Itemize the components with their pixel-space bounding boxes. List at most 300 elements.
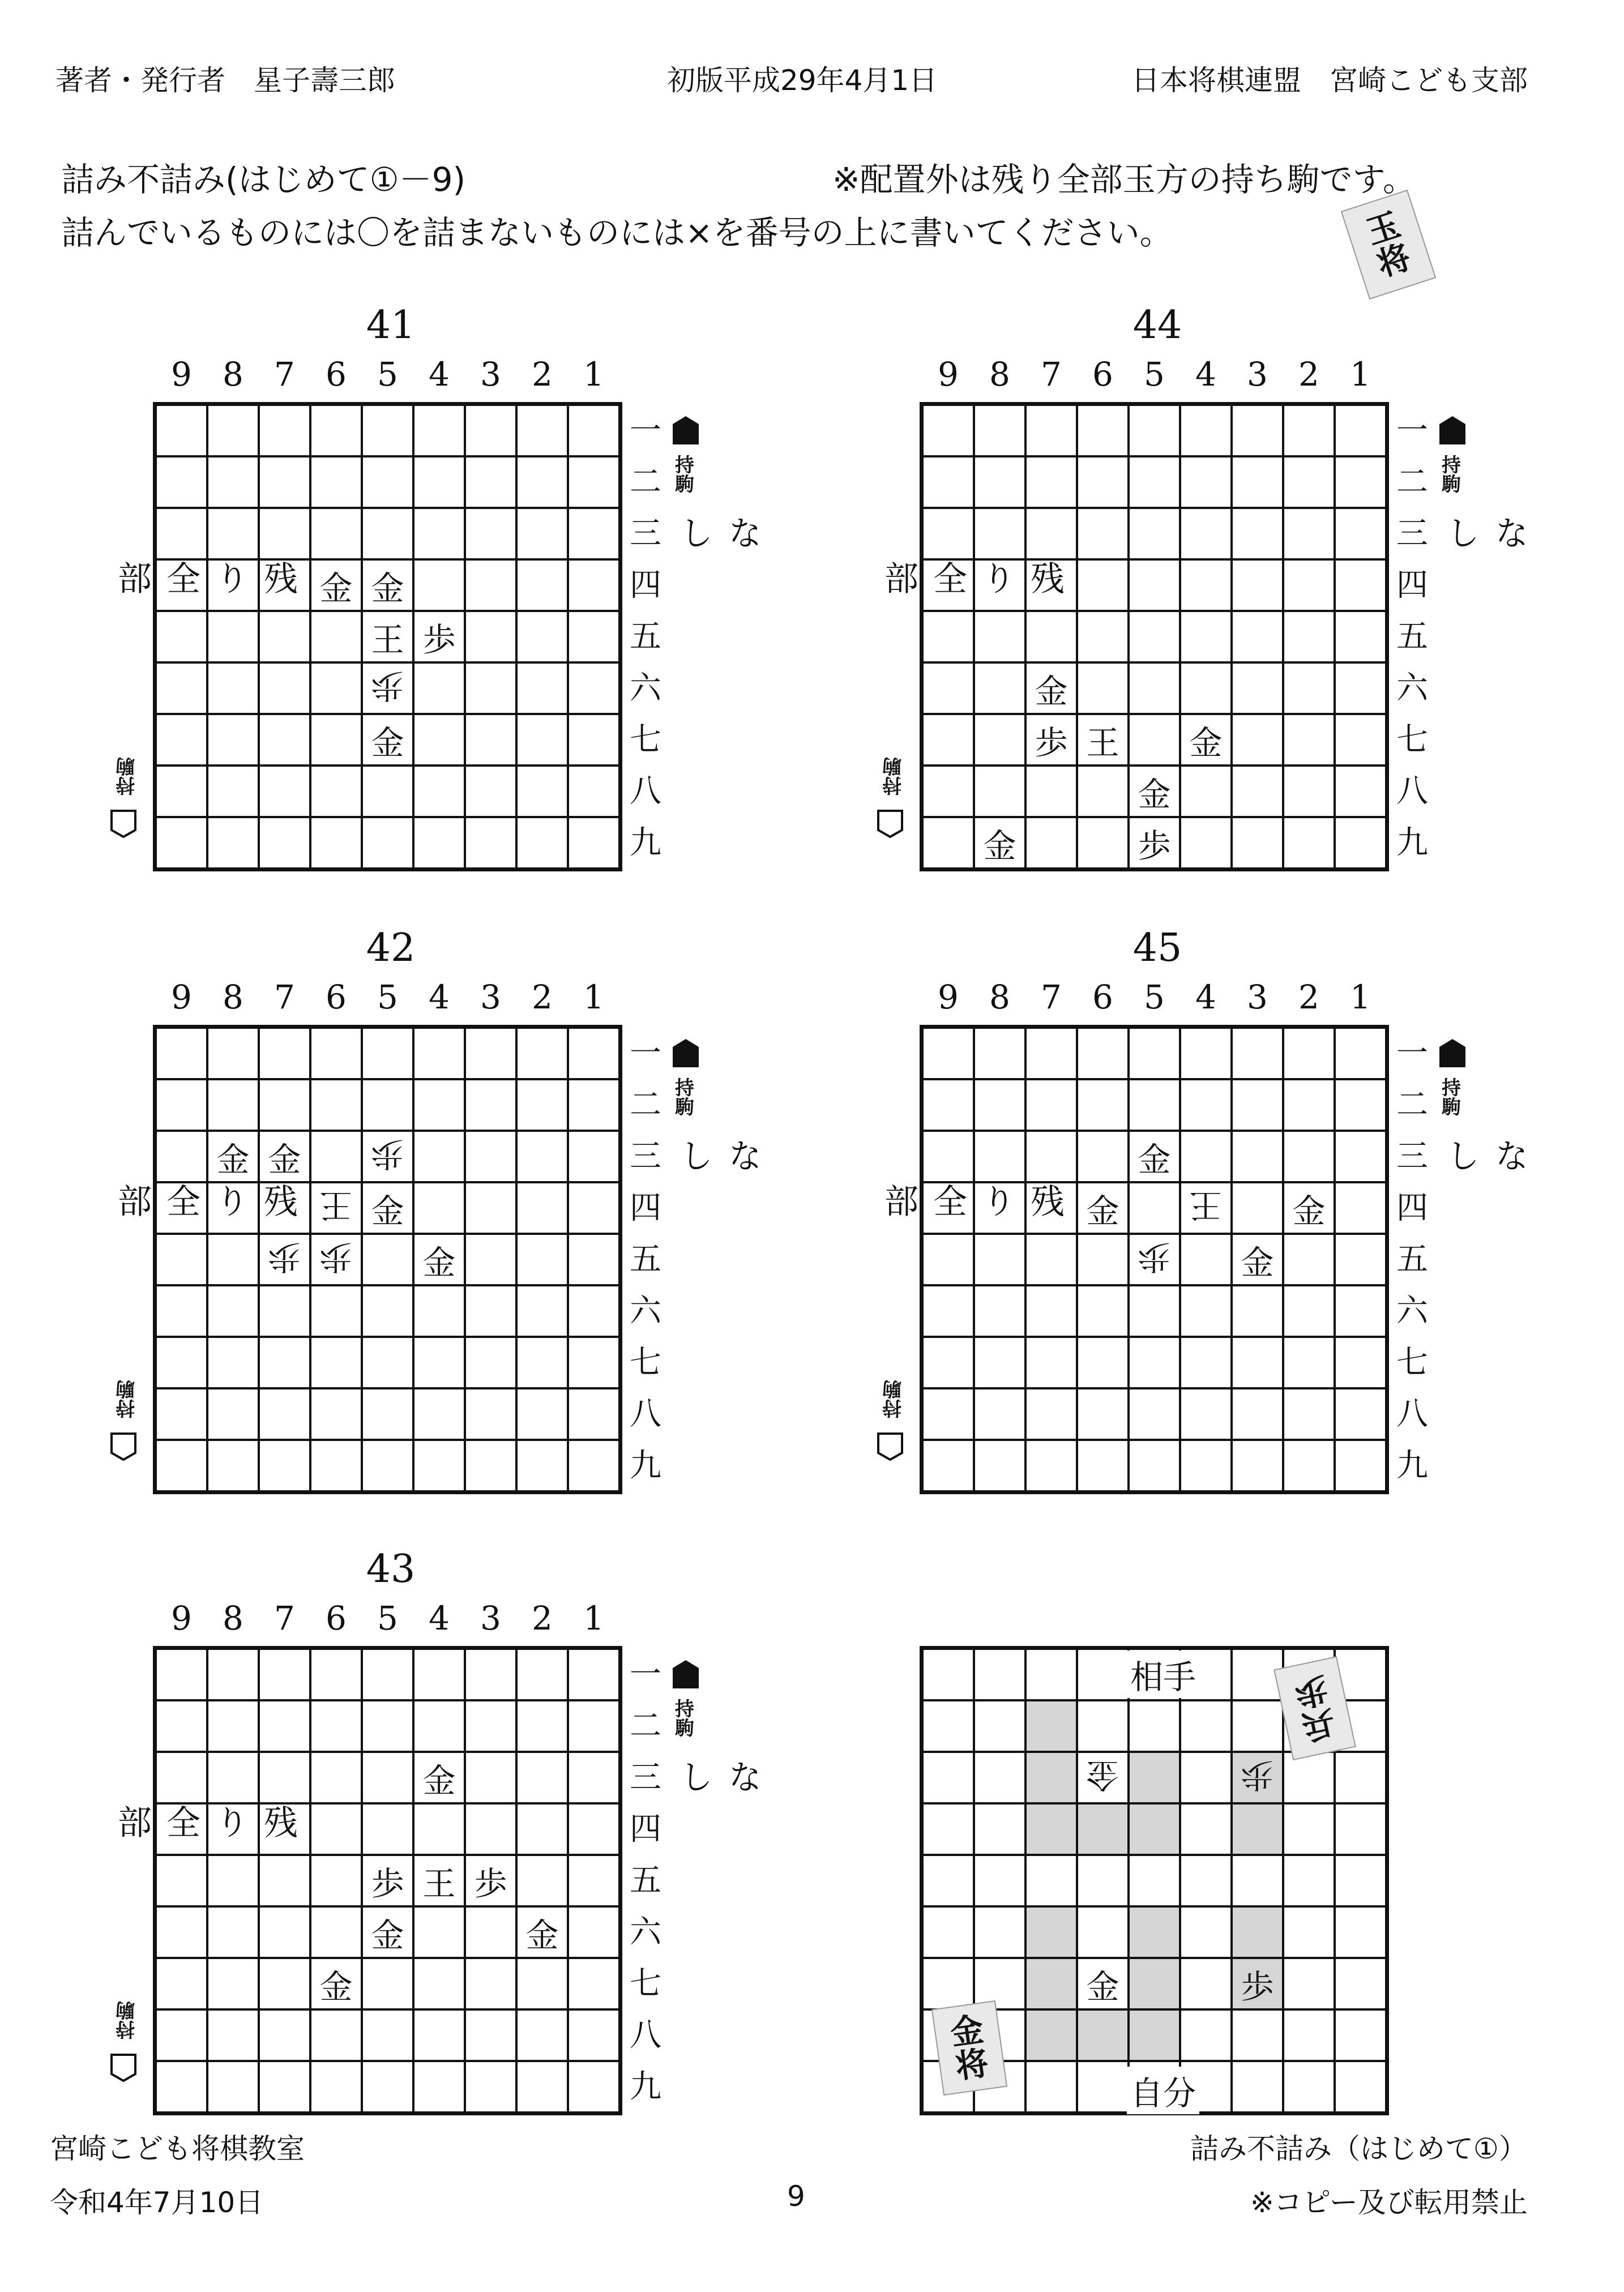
board-cell: [465, 817, 516, 869]
board-cell: [1180, 1958, 1232, 2009]
gote-piece-icon: [110, 1432, 136, 1461]
column-number: 7: [274, 355, 295, 394]
column-number: 1: [1350, 978, 1371, 1016]
board-cell: [516, 2009, 568, 2061]
board-cell: [362, 662, 413, 714]
board-cell: [156, 766, 207, 817]
board-cell: [1180, 508, 1232, 559]
column-number: 6: [326, 355, 347, 394]
board-cell: [1283, 1958, 1335, 2009]
board-cell: [413, 662, 465, 714]
board-cell: [465, 1234, 516, 1285]
board-cell: [1283, 817, 1335, 869]
board-grid: [920, 1025, 1389, 1494]
board-cell: [568, 766, 619, 817]
board-cell: [310, 1182, 362, 1234]
row-number: 二: [630, 1708, 661, 1744]
board-cell: [974, 1131, 1025, 1182]
board-cell: [465, 1649, 516, 1700]
board-cell: [922, 611, 974, 662]
board-cell: [568, 405, 619, 456]
problem-number: 44: [1132, 303, 1182, 348]
board-cell: [1180, 1285, 1232, 1337]
board-cell: [974, 405, 1025, 456]
board-cell: [1335, 1028, 1386, 1079]
board-cell: [207, 1131, 259, 1182]
mochigoma-none-label: なし: [674, 1759, 762, 1810]
column-number: 9: [171, 978, 192, 1016]
player-piece: 歩: [1241, 1967, 1274, 2006]
board-cell: [1180, 1855, 1232, 1906]
board-cell: [974, 508, 1025, 559]
sente-mochigoma-label: 持 駒: [675, 1077, 694, 1119]
board-cell: [259, 508, 310, 559]
board-cell: [465, 611, 516, 662]
board-cell: [1180, 405, 1232, 456]
board-cell: [922, 1234, 974, 1285]
board-cell: [568, 1906, 619, 1958]
problem-41: [112, 303, 762, 861]
column-number: 7: [274, 978, 295, 1016]
board-cell: [1077, 1079, 1129, 1131]
remaining-all-label: 残り全部: [112, 1183, 298, 1228]
board-cell: [362, 1388, 413, 1440]
column-number: 8: [989, 355, 1010, 394]
row-number: 八: [1396, 1396, 1428, 1432]
board-cell: [1025, 1440, 1077, 1491]
board-cell: [1129, 1131, 1180, 1182]
board-cell: [974, 1906, 1025, 1958]
opponent-piece: 王: [319, 1186, 353, 1225]
sente-piece-icon: [1439, 416, 1465, 444]
board-cell: [974, 817, 1025, 869]
board-cell: [1077, 1028, 1129, 1079]
board-cell: [1283, 1079, 1335, 1131]
board-cell: [1129, 611, 1180, 662]
row-number: 七: [1396, 1344, 1428, 1381]
board-cell: [259, 1752, 310, 1803]
board-cell: [922, 1752, 974, 1803]
board-cell: [465, 1131, 516, 1182]
board-cell: [1077, 405, 1129, 456]
board-cell: [413, 1906, 465, 1958]
board-cell: [1283, 1182, 1335, 1234]
board-cell: [1077, 559, 1129, 611]
board-cell: [259, 1234, 310, 1285]
board-cell: [259, 1700, 310, 1752]
board-cell: [259, 2061, 310, 2113]
board-cell: [922, 1700, 974, 1752]
kinsho-piece-decoration: 金 将: [931, 2000, 1007, 2096]
board-cell: [1180, 1028, 1232, 1079]
board-cell: [465, 1700, 516, 1752]
row-number: 一: [630, 1656, 661, 1693]
board-cell: [1232, 559, 1283, 611]
board-cell: [413, 1700, 465, 1752]
board-cell: [922, 1855, 974, 1906]
board-cell: [922, 405, 974, 456]
board-cell: [1180, 456, 1232, 508]
row-number: 七: [630, 1344, 661, 1381]
board-cell: [156, 1958, 207, 2009]
board-cell: [156, 662, 207, 714]
row-number: 七: [1396, 721, 1428, 758]
board-cell: [310, 1752, 362, 1803]
column-number: 4: [1195, 355, 1216, 394]
board-cell: [568, 1079, 619, 1131]
board-cell: [156, 1028, 207, 1079]
row-numbers: [626, 1649, 665, 2113]
gote-piece-icon: [877, 1432, 903, 1461]
board-cell: [362, 1803, 413, 1855]
board-cell: [207, 817, 259, 869]
player-piece: 金: [371, 723, 404, 762]
row-number: 四: [630, 567, 661, 604]
problem-number: 45: [1132, 926, 1182, 970]
board-cell: [568, 559, 619, 611]
player-piece: 歩: [371, 1864, 404, 1903]
footer-series: 詰み不詰み（はじめて①）: [1190, 2132, 1527, 2165]
board-cell: [1283, 456, 1335, 508]
player-piece: 金: [1189, 723, 1223, 762]
board-cell: [413, 1803, 465, 1855]
board-cell: [465, 1079, 516, 1131]
board-cell: [1335, 1079, 1386, 1131]
mochigoma-none-label: なし: [1441, 1138, 1529, 1189]
board-cell: [156, 1649, 207, 1700]
board-cell: [207, 1649, 259, 1700]
opponent-piece: 歩: [319, 1237, 353, 1276]
board-cell: [207, 1028, 259, 1079]
sente-mochigoma-label: 持 駒: [1442, 1077, 1461, 1119]
board-cell: [1129, 1752, 1180, 1803]
board-cell: [922, 1958, 974, 2009]
player-piece: 金: [216, 1140, 250, 1179]
board-cell: [156, 611, 207, 662]
board-cell: [516, 1752, 568, 1803]
board-cell: [259, 1388, 310, 1440]
board-cell: [1025, 766, 1077, 817]
row-number: 九: [630, 1447, 661, 1484]
player-piece: 歩: [474, 1864, 507, 1903]
board-cell: [568, 2061, 619, 2113]
board-cell: [310, 1285, 362, 1337]
row-number: 四: [1396, 567, 1428, 604]
board-cell: [207, 2009, 259, 2061]
board-cell: [974, 1700, 1025, 1752]
sente-piece-icon: [673, 1039, 699, 1067]
board-cell: [1335, 662, 1386, 714]
board-cell: [1077, 1337, 1129, 1388]
board-cell: [310, 1337, 362, 1388]
row-number: 三: [630, 1138, 661, 1175]
board-cell: [1180, 662, 1232, 714]
board-cell: [1283, 405, 1335, 456]
board-cell: [413, 1285, 465, 1337]
board-cell: [1283, 2061, 1335, 2113]
board-cell: [207, 1752, 259, 1803]
board-cell: [310, 817, 362, 869]
board-cell: [922, 456, 974, 508]
board-cell: [1025, 2009, 1077, 2061]
board-cell: [207, 1700, 259, 1752]
board-cell: [362, 405, 413, 456]
board-cell: [1077, 508, 1129, 559]
board-cell: [413, 1649, 465, 1700]
board-cell: [310, 611, 362, 662]
column-numbers: [922, 978, 1386, 1016]
board-cell: [1232, 405, 1283, 456]
board-cell: [310, 662, 362, 714]
board-cell: [465, 1337, 516, 1388]
board-cell: [207, 611, 259, 662]
player-piece: 王: [1086, 723, 1119, 762]
column-number: 3: [1247, 978, 1268, 1016]
column-number: 3: [1247, 355, 1268, 394]
row-number: 二: [630, 1087, 661, 1123]
board-cell: [516, 1440, 568, 1491]
instruction-text: 詰んでいるものには〇を詰まないものには×を番号の上に書いてください。: [61, 213, 1173, 252]
board-cell: [362, 1752, 413, 1803]
board-cell: [362, 559, 413, 611]
board-cell: [1335, 1337, 1386, 1388]
board-cell: [1180, 2009, 1232, 2061]
board-cell: [1232, 456, 1283, 508]
board-cell: [974, 1079, 1025, 1131]
board-cell: [1077, 662, 1129, 714]
board-cell: [156, 1079, 207, 1131]
board-cell: [922, 1388, 974, 1440]
note-text: ※配置外は残り全部玉方の持ち駒です。: [832, 160, 1416, 199]
board-cell: [1077, 1131, 1129, 1182]
board-grid: [153, 1646, 622, 2115]
board-cell: [1335, 1855, 1386, 1906]
board-cell: [310, 1958, 362, 2009]
board-cell: [1025, 1028, 1077, 1079]
board-cell: [568, 1700, 619, 1752]
sente-piece-icon: [673, 416, 699, 444]
board-cell: [516, 2061, 568, 2113]
row-number: 三: [630, 515, 661, 552]
row-number: 一: [630, 412, 661, 449]
column-numbers: [922, 355, 1386, 394]
board-cell: [362, 1285, 413, 1337]
row-number: 八: [630, 2017, 661, 2054]
board-cell: [259, 1855, 310, 1906]
footer-date: 令和4年7月10日: [50, 2186, 264, 2219]
sente-piece-icon: [1439, 1039, 1465, 1067]
board-cell: [207, 766, 259, 817]
board-cell: [974, 1440, 1025, 1491]
row-number: 四: [630, 1811, 661, 1848]
row-number: 九: [630, 2068, 661, 2105]
column-number: 9: [938, 978, 959, 1016]
board-cell: [465, 1803, 516, 1855]
sente-mochigoma-label: 持 駒: [1442, 454, 1461, 496]
board-cell: [1283, 559, 1335, 611]
board-cell: [1129, 2009, 1180, 2061]
row-number: 八: [630, 773, 661, 810]
board-cell: [1232, 1440, 1283, 1491]
remaining-all-label: 残り全部: [112, 561, 298, 605]
board-cell: [1025, 1752, 1077, 1803]
board-cell: [516, 1855, 568, 1906]
sente-piece-icon: [673, 1660, 699, 1688]
board-cell: [1232, 1182, 1283, 1234]
board-cell: [207, 1285, 259, 1337]
player-piece: 金: [371, 1191, 404, 1230]
board-cell: [413, 1752, 465, 1803]
player-piece: 金: [1086, 1191, 1119, 1230]
board-cell: [1335, 1234, 1386, 1285]
board-cell: [516, 1234, 568, 1285]
board-cell: [259, 1958, 310, 2009]
board-cell: [310, 1700, 362, 1752]
board-cell: [156, 1388, 207, 1440]
column-number: 4: [429, 355, 450, 394]
board-cell: [156, 1234, 207, 1285]
board-cell: [974, 611, 1025, 662]
column-number: 7: [1041, 978, 1062, 1016]
gote-piece-icon: [110, 2054, 136, 2082]
board-cell: [362, 1131, 413, 1182]
row-number: 三: [1396, 515, 1428, 552]
page-number: 9: [787, 2180, 805, 2213]
column-number: 4: [1195, 978, 1216, 1016]
row-number: 六: [630, 670, 661, 707]
board-cell: [465, 1855, 516, 1906]
board-cell: [465, 2009, 516, 2061]
board-cell: [413, 714, 465, 766]
player-piece: 金: [1138, 1140, 1171, 1179]
board-cell: [1129, 559, 1180, 611]
column-number: 1: [1350, 355, 1371, 394]
board-cell: [1283, 766, 1335, 817]
column-number: 7: [1041, 355, 1062, 394]
board-cell: [362, 1649, 413, 1700]
board-cell: [310, 508, 362, 559]
row-number: 七: [630, 1965, 661, 2002]
row-number: 六: [630, 1914, 661, 1951]
board-cell: [413, 1958, 465, 2009]
board-cell: [1129, 1079, 1180, 1131]
board-cell: [1129, 1803, 1180, 1855]
board-cell: [259, 766, 310, 817]
board-cell: [1180, 1803, 1232, 1855]
board-cell: [207, 2061, 259, 2113]
board-cell: [362, 1028, 413, 1079]
gote-piece-icon: [877, 810, 903, 838]
board-cell: [1180, 611, 1232, 662]
board-cell: [1077, 1803, 1129, 1855]
board-cell: [922, 508, 974, 559]
board-grid: [153, 402, 622, 871]
board-cell: [1129, 1182, 1180, 1234]
board-cell: [1180, 1752, 1232, 1803]
board-cell: [310, 1388, 362, 1440]
board-cell: [974, 1234, 1025, 1285]
organization-line: 日本将棋連盟 宮崎こども支部: [1131, 64, 1528, 97]
board-cell: [362, 817, 413, 869]
row-number: 五: [630, 618, 661, 655]
board-cell: [568, 1234, 619, 1285]
board-cell: [1129, 1285, 1180, 1337]
footer-copyright: ※コピー及び転用禁止: [1250, 2186, 1528, 2219]
board-grid: [153, 1025, 622, 1494]
board-cell: [1232, 1906, 1283, 1958]
board-cell: [465, 508, 516, 559]
board-cell: [516, 1079, 568, 1131]
gote-mochigoma-label: 持 駒: [116, 754, 135, 796]
row-numbers: [1392, 405, 1432, 869]
board-cell: [922, 1131, 974, 1182]
board-cell: [259, 817, 310, 869]
board-cell: [207, 456, 259, 508]
board-cell: [1335, 456, 1386, 508]
board-cell: [465, 662, 516, 714]
board-cell: [1025, 2061, 1077, 2113]
board-cell: [1025, 1285, 1077, 1337]
board-cell: [1129, 405, 1180, 456]
player-piece: 歩: [422, 620, 456, 659]
row-number: 一: [630, 1035, 661, 1072]
column-number: 2: [532, 355, 553, 394]
board-cell: [1077, 1388, 1129, 1440]
board-cell: [362, 1700, 413, 1752]
board-cell: [974, 1285, 1025, 1337]
board-cell: [1129, 1906, 1180, 1958]
board-cell: [1335, 1752, 1386, 1803]
column-number: 6: [1092, 355, 1113, 394]
problem-number: 43: [366, 1547, 416, 1592]
board-cell: [1077, 2061, 1129, 2113]
column-number: 2: [1298, 978, 1319, 1016]
board-cell: [922, 1906, 974, 1958]
player-piece: 金: [1086, 1967, 1119, 2006]
board-cell: [1283, 1285, 1335, 1337]
board-cell: [362, 611, 413, 662]
board-cell: [1232, 662, 1283, 714]
board-cell: [1077, 2009, 1129, 2061]
board-cell: [207, 662, 259, 714]
board-cell: [310, 2061, 362, 2113]
board-cell: [568, 1855, 619, 1906]
column-number: 1: [583, 355, 604, 394]
board-cell: [1077, 1234, 1129, 1285]
board-cell: [259, 2009, 310, 2061]
board-cell: [516, 1337, 568, 1388]
board-cell: [259, 456, 310, 508]
fuhyo-piece-decoration: 歩 兵: [1273, 1656, 1356, 1760]
player-piece: 金: [422, 1761, 456, 1800]
board-cell: [1335, 405, 1386, 456]
column-number: 5: [1144, 355, 1165, 394]
gyokusho-piece-decoration: 玉 将: [1341, 190, 1437, 300]
player-piece: 王: [422, 1864, 456, 1903]
board-cell: [362, 1440, 413, 1491]
board-cell: [1025, 1388, 1077, 1440]
board-cell: [362, 1958, 413, 2009]
board-cell: [362, 1079, 413, 1131]
row-number: 二: [630, 464, 661, 501]
board-cell: [516, 1285, 568, 1337]
board-cell: [362, 456, 413, 508]
opponent-piece: 歩: [1241, 1755, 1274, 1794]
column-number: 7: [274, 1599, 295, 1637]
board-cell: [413, 1131, 465, 1182]
board-cell: [568, 1752, 619, 1803]
row-number: 三: [630, 1759, 661, 1796]
